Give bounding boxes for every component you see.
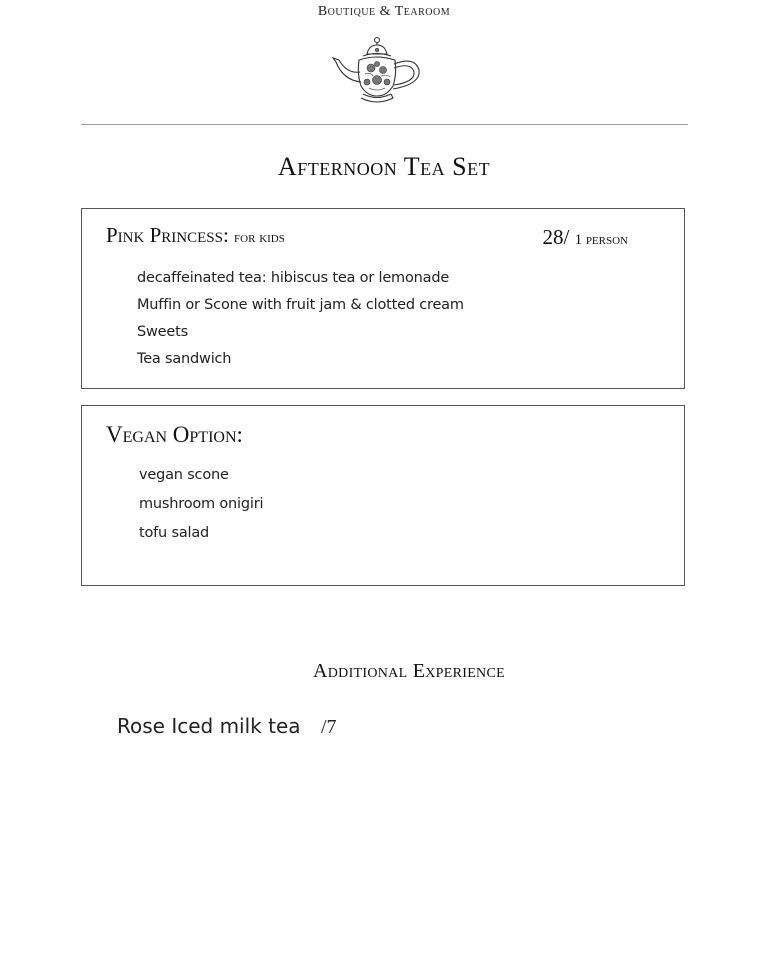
page-title: Afternoon Tea Set <box>277 152 491 181</box>
extra-item-price: /7 <box>321 716 337 738</box>
list-item: vegan scone <box>139 467 229 483</box>
set-name: Pink Princess: <box>106 223 229 247</box>
list-item: Sweets <box>137 324 188 340</box>
set-item-list <box>137 268 464 376</box>
menu-box-pink-princess <box>81 208 685 389</box>
price-value: 28/ <box>542 225 570 249</box>
set-price <box>542 225 628 250</box>
list-item: decaffeinated tea: hibiscus tea or lemonade <box>137 270 450 286</box>
list-item: Muffin or Scone with fruit jam & clotted cream <box>137 297 464 313</box>
set-item-list <box>139 465 263 552</box>
teapot-icon <box>327 34 427 106</box>
extra-item-name: Rose Iced milk tea <box>117 714 301 738</box>
set-subtitle: for kids <box>234 230 285 246</box>
list-item: tofu salad <box>139 525 210 541</box>
menu-box-vegan-option <box>81 405 685 586</box>
set-title: Vegan Option: <box>106 422 243 447</box>
brand-name: Boutique & Tearoom <box>317 4 451 19</box>
section-heading-additional: Additional Experience <box>313 660 505 682</box>
price-unit: 1 person <box>574 232 628 248</box>
header-divider <box>81 124 688 125</box>
list-item: mushroom onigiri <box>139 496 264 512</box>
set-title <box>106 223 285 248</box>
list-item: Tea sandwich <box>137 351 232 367</box>
